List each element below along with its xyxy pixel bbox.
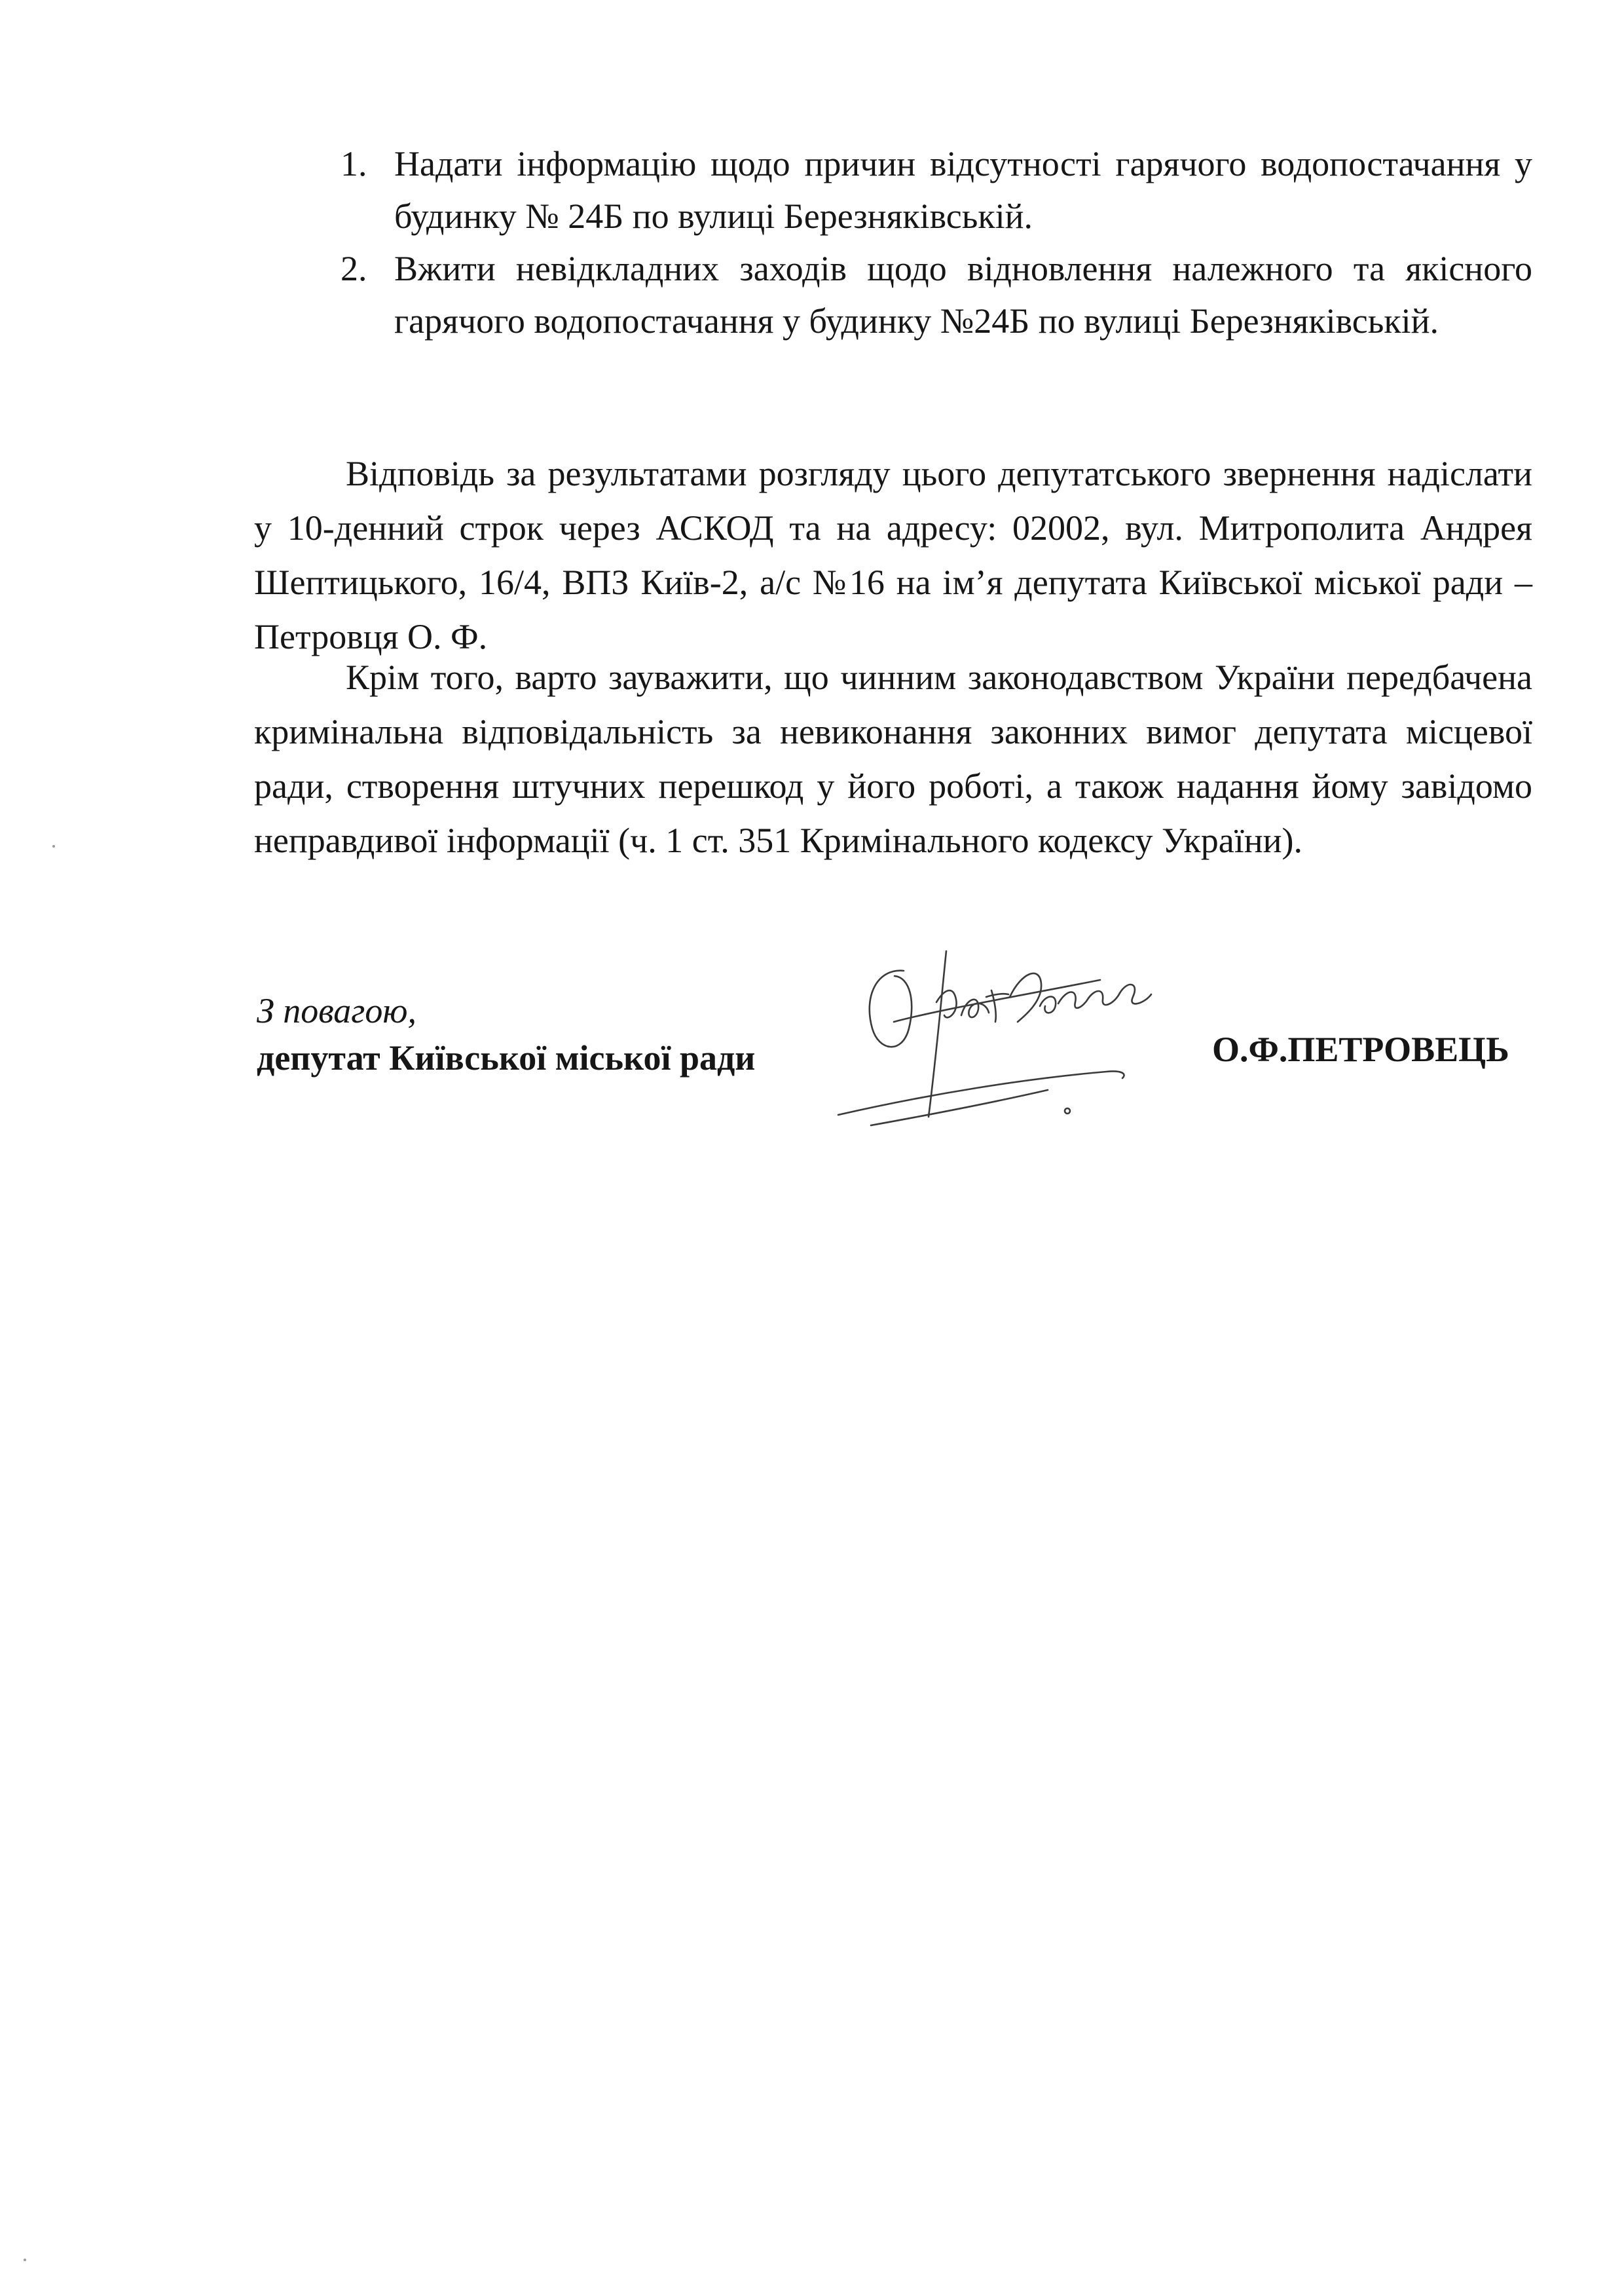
closing-salutation: З повагою,	[257, 991, 416, 1030]
request-list	[341, 138, 1532, 347]
signer-title: депутат Київської міської ради	[257, 1038, 756, 1078]
list-item-text: Вжити невідкладних заходів щодо відновлення належного та якісного гарячого водопостачання у будинку №24Б по вулиці Березняківській.	[394, 249, 1532, 341]
scan-speck	[52, 845, 55, 848]
liability-paragraph: Крім того, варто зауважити, що чинним законодавством України передбачена кримінальна відповідальність за невиконання законних вимог депутата місцевої ради, створення штучних перешкод у його роботі, а також надання йому завідомо неправдивої інформації (ч. 1 ст. 351 Кримінального кодексу України).	[254, 658, 1532, 860]
list-item-text: Надати інформацію щодо причин відсутності гарячого водопостачання у будинку № 24Б по вулиці Березняківській.	[394, 144, 1532, 236]
list-item-number: 1.	[341, 144, 367, 183]
scan-speck	[24, 2259, 26, 2261]
list-item	[341, 242, 1532, 347]
signer-name: О.Ф.ПЕТРОВЕЦЬ	[1212, 1030, 1509, 1069]
list-item	[341, 138, 1532, 242]
response-paragraph: Відповідь за результатами розгляду цього депутатського звернення надіслати у 10-денний строк через АСКОД та на адресу: 02002, вул. Митрополита Андрея Шептицького, 16/4, ВПЗ Київ-2, а/с №16 на ім’я депутата Київської міської ради – Петровця О. Ф.	[254, 454, 1532, 656]
list-item-number: 2.	[341, 249, 367, 288]
handwritten-signature	[832, 917, 1225, 1153]
